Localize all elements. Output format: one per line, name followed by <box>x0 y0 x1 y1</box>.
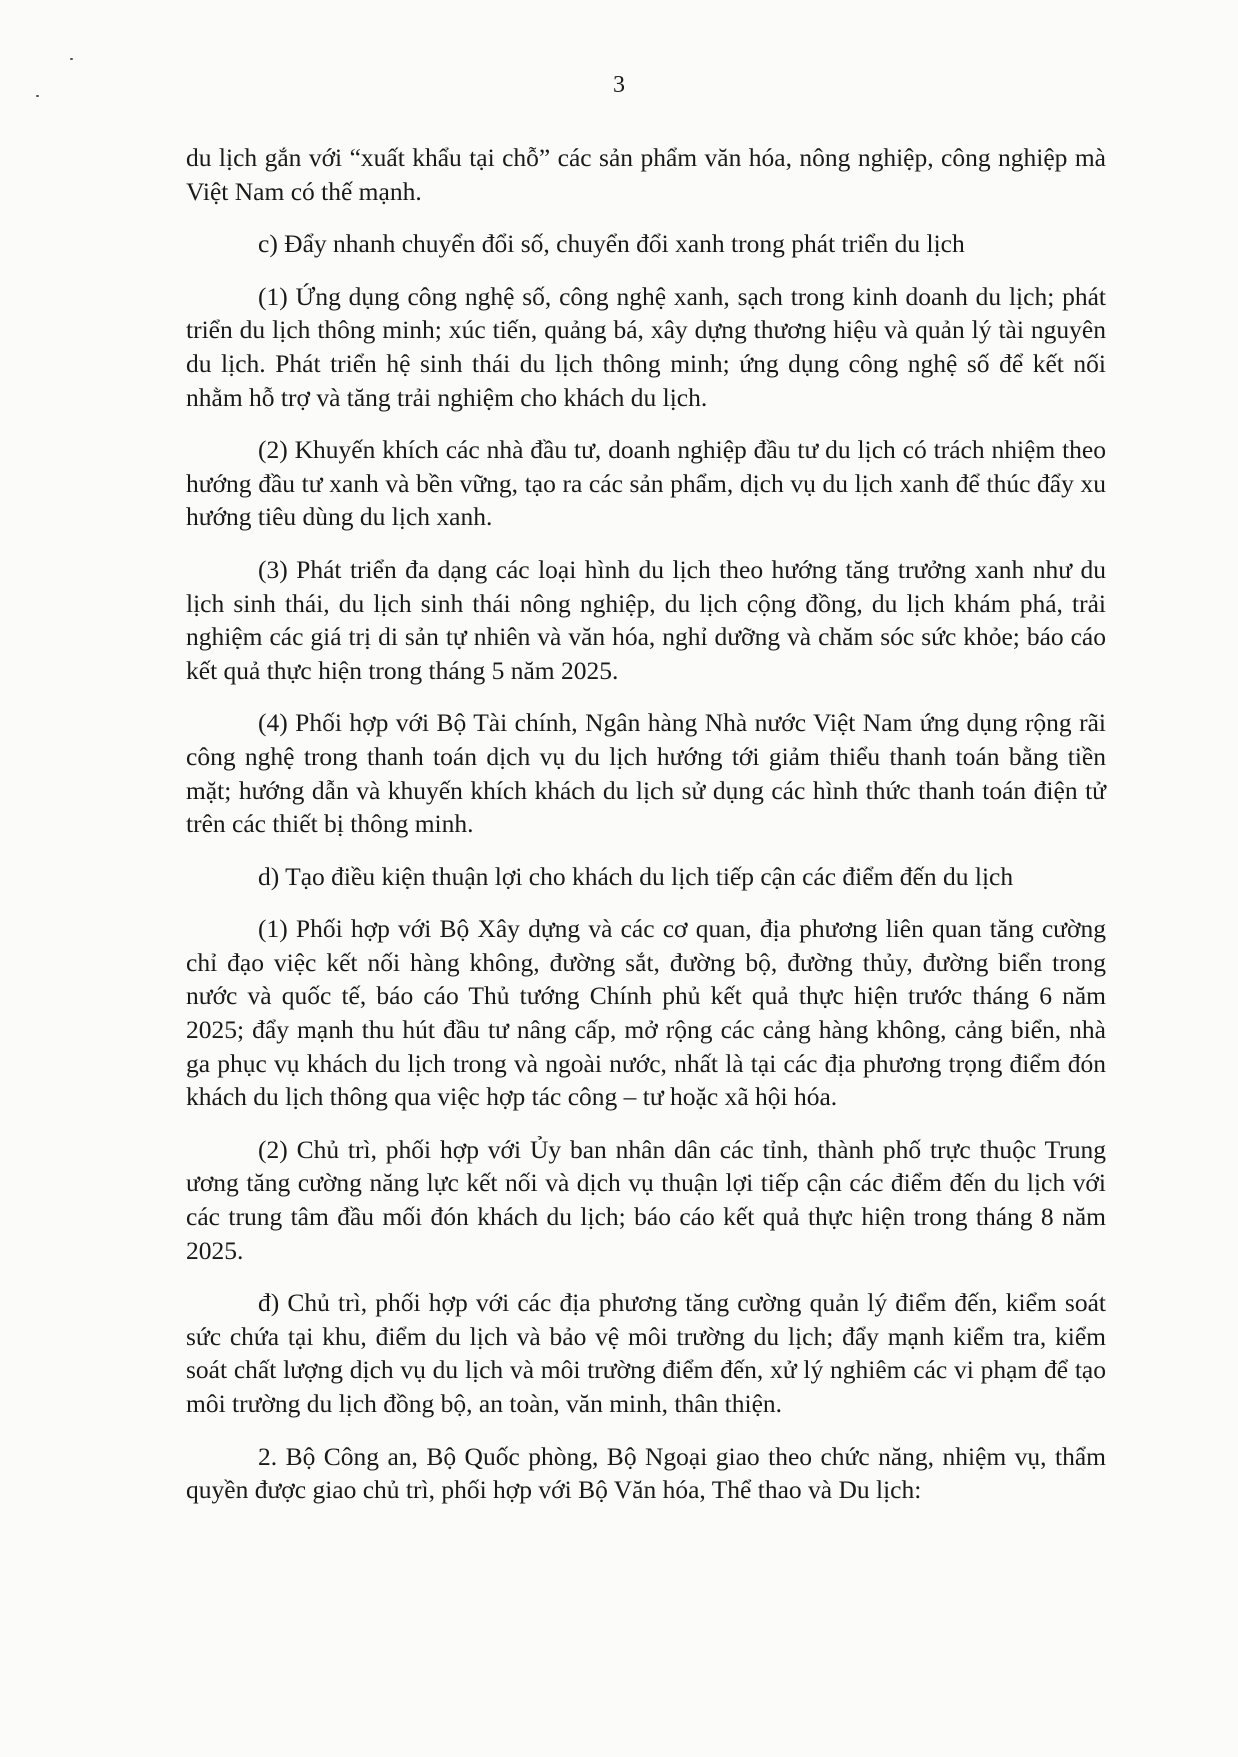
paragraph: 2. Bộ Công an, Bộ Quốc phòng, Bộ Ngoại giao theo chức năng, nhiệm vụ, thẩm quyền được giao chủ trì, phối hợp với Bộ Văn hóa, Thể thao và Du lịch: <box>186 1441 1106 1505</box>
paragraph: (2) Khuyến khích các nhà đầu tư, doanh nghiệp đầu tư du lịch có trách nhiệm theo hướng đầu tư xanh và bền vững, tạo ra các sản phẩm, dịch vụ du lịch xanh để thúc đẩy xu hướng tiêu dùng du lịch xanh. <box>186 435 1106 532</box>
scan-speck <box>70 58 73 60</box>
paragraph: (3) Phát triển đa dạng các loại hình du lịch theo hướng tăng trưởng xanh như du lịch sinh thái, du lịch sinh thái nông nghiệp, du lịch cộng đồng, du lịch khám phá, trải nghiệm các giá trị di sản tự nhiên và văn hóa, nghỉ dưỡng và chăm sóc sức khỏe; báo cáo kết quả thực hiện trong tháng 5 năm 2025. <box>186 554 1106 685</box>
paragraph: c) Đẩy nhanh chuyển đổi số, chuyển đổi xanh trong phát triển du lịch <box>258 229 965 259</box>
paragraph: (1) Ứng dụng công nghệ số, công nghệ xanh, sạch trong kinh doanh du lịch; phát triển du lịch thông minh; xúc tiến, quảng bá, xây dựng thương hiệu và quản lý tài nguyên du lịch. Phát triển hệ sinh thái du lịch thông minh; ứng dụng công nghệ số để kết nối nhằm hỗ trợ và tăng trải nghiệm cho khách du lịch. <box>186 281 1106 412</box>
page-number: 3 <box>613 72 625 98</box>
paragraph: (1) Phối hợp với Bộ Xây dựng và các cơ quan, địa phương liên quan tăng cường chỉ đạo việc kết nối hàng không, đường sắt, đường bộ, đường thủy, đường biển trong nước và quốc tế, báo cáo Thủ tướng Chính phủ kết quả thực hiện trước tháng 6 năm 2025; đẩy mạnh thu hút đầu tư nâng cấp, mở rộng các cảng hàng không, cảng biển, nhà ga phục vụ khách du lịch trong và ngoài nước, nhất là tại các địa phương trọng điểm đón khách du lịch thông qua việc hợp tác công – tư hoặc xã hội hóa. <box>186 914 1106 1112</box>
document-body <box>186 141 1106 1526</box>
paragraph: (2) Chủ trì, phối hợp với Ủy ban nhân dân các tỉnh, thành phố trực thuộc Trung ương tăng cường năng lực kết nối và dịch vụ thuận lợi tiếp cận các điểm đến du lịch với các trung tâm đầu mối đón khách du lịch; báo cáo kết quả thực hiện trong tháng 8 năm 2025. <box>186 1134 1106 1265</box>
paragraph: (4) Phối hợp với Bộ Tài chính, Ngân hàng Nhà nước Việt Nam ứng dụng rộng rãi công nghệ trong thanh toán dịch vụ du lịch hướng tới giảm thiểu thanh toán bằng tiền mặt; hướng dẫn và khuyến khích khách du lịch sử dụng các hình thức thanh toán điện tử trên các thiết bị thông minh. <box>186 708 1106 839</box>
paragraph: d) Tạo điều kiện thuận lợi cho khách du lịch tiếp cận các điểm đến du lịch <box>258 861 1014 891</box>
paragraph: đ) Chủ trì, phối hợp với các địa phương tăng cường quản lý điểm đến, kiểm soát sức chứa tại khu, điểm du lịch và bảo vệ môi trường du lịch; đẩy mạnh kiểm tra, kiểm soát chất lượng dịch vụ du lịch và môi trường điểm đến, xử lý nghiêm các vi phạm để tạo môi trường du lịch đồng bộ, an toàn, văn minh, thân thiện. <box>186 1288 1106 1418</box>
paragraph: du lịch gắn với “xuất khẩu tại chỗ” các sản phẩm văn hóa, nông nghiệp, công nghiệp mà Việt Nam có thế mạnh. <box>186 143 1106 206</box>
